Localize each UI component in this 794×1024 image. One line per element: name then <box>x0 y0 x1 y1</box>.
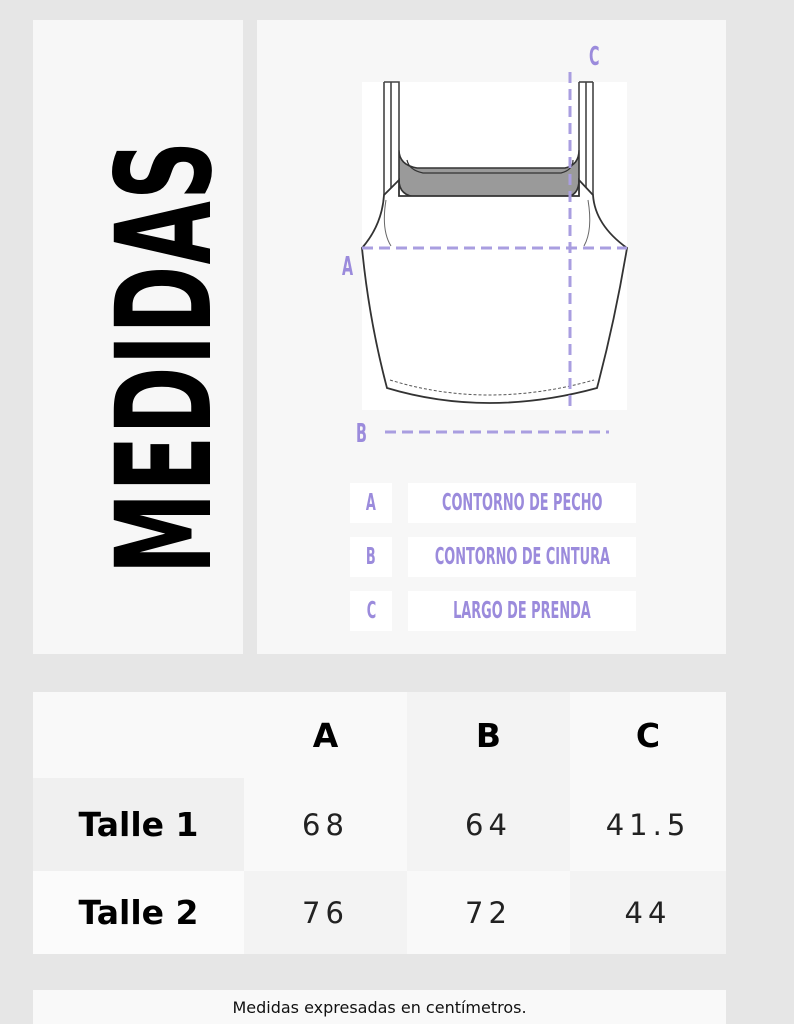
title-panel <box>33 20 243 654</box>
table-cell: 44 <box>570 871 726 954</box>
table-cell: 72 <box>407 871 570 954</box>
garment-body <box>362 180 627 403</box>
page-title: MEDIDAS <box>88 139 242 575</box>
table-cell: 41.5 <box>570 778 726 871</box>
header-corner-cell <box>33 692 244 778</box>
dimension-label-b: B <box>356 419 367 449</box>
legend-text: LARGO DE PRENDA <box>408 591 636 631</box>
legend-text: CONTORNO DE PECHO <box>408 483 636 523</box>
legend-key: B <box>350 537 392 577</box>
table-cell: 68 <box>244 778 407 871</box>
column-header-a: A <box>244 692 407 778</box>
dimension-label-a: A <box>342 252 354 282</box>
table-cell: 64 <box>407 778 570 871</box>
row-label-talle-2: Talle 2 <box>33 871 244 954</box>
size-table <box>33 692 726 954</box>
row-label-talle-1: Talle 1 <box>33 778 244 871</box>
diagram-panel <box>257 20 726 654</box>
column-header-c: C <box>570 692 726 778</box>
legend-key: C <box>350 591 392 631</box>
dimension-label-c: C <box>589 42 600 72</box>
column-header-b: B <box>407 692 570 778</box>
legend-text: CONTORNO DE CINTURA <box>408 537 636 577</box>
legend-key: A <box>350 483 392 523</box>
units-note: Medidas expresadas en centímetros. <box>33 990 726 1024</box>
table-cell: 76 <box>244 871 407 954</box>
